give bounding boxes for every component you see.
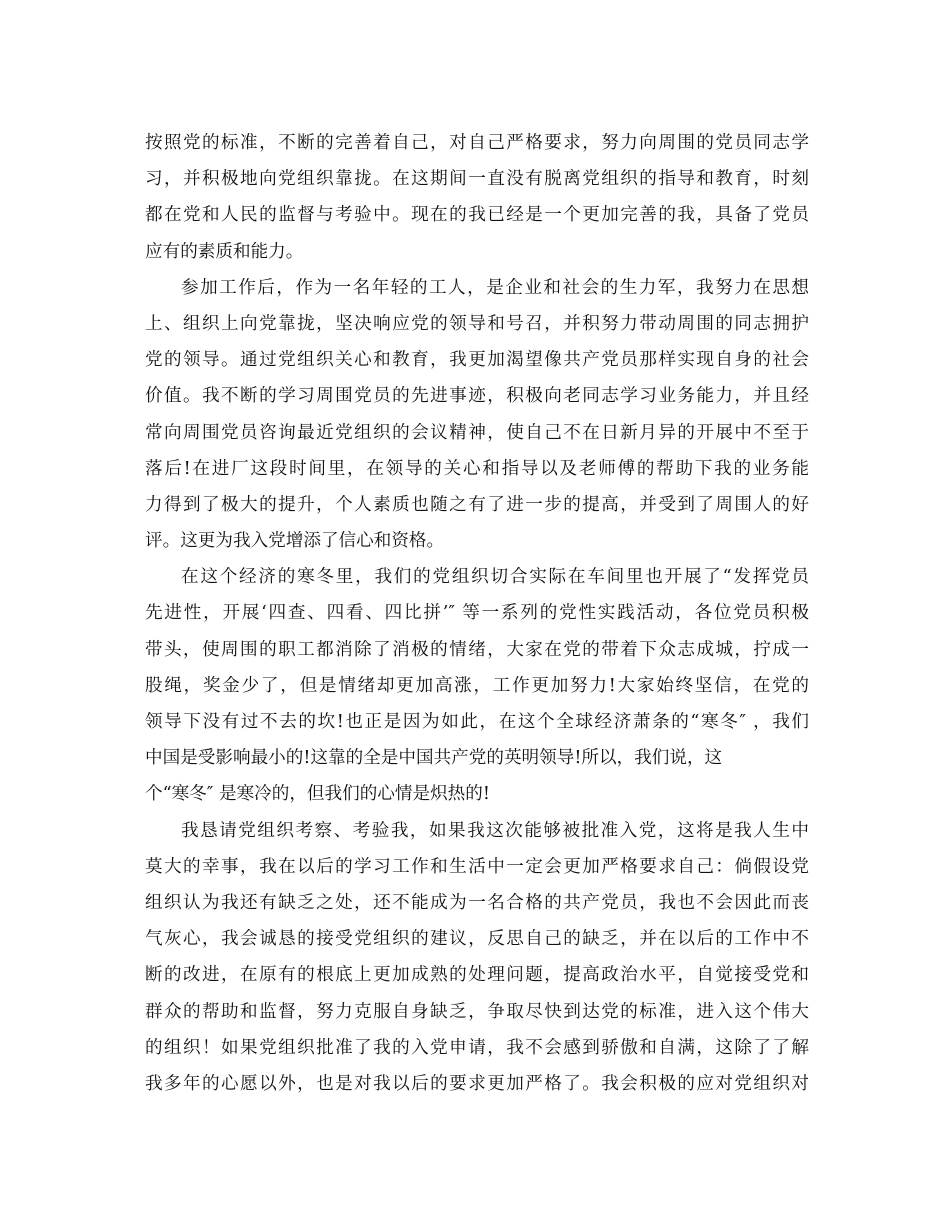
text-line: 领导下没有过不去的坎!也正是因为如此，在这个全球经济萧条的“寒冬″ ，我们 [145,712,809,732]
text-line: 断的改进，在原有的根底上更加成熟的处理问题，提高政治水平，自觉接受党和 [145,965,809,986]
text-line: 莫大的幸事，我在以后的学习工作和生活中一定会更加严格要求自己：倘假设党 [145,856,809,877]
text-line: 带头，使周围的职工都消除了消极的情绪，大家在党的带着下众志成城，拧成一 [145,639,809,660]
text-line: 力得到了极大的提升，个人素质也随之有了进一步的提高，并受到了周围人的好 [145,494,809,515]
text-line: 价值。我不断的学习周围党员的先进事迹，积极向老同志学习业务能力，并且经 [145,386,809,407]
text-line: 群众的帮助和监督，努力克服自身缺乏，争取尽快到达党的标准，进入这个伟大 [145,1001,809,1022]
text-line: 气灰心，我会诚恳的接受党组织的建议，反思自己的缺乏，并在以后的工作中不 [145,929,809,950]
paragraph-first-line: 在这个经济的寒冬里，我们的党组织切合实际在车间里也开展了“发挥党员 [181,567,809,588]
text-line: 习，并积极地向党组织靠拢。在这期间一直没有脱离党组织的指导和教育，时刻 [145,169,809,190]
text-line: 常向周围党员咨询最近党组织的会议精神，使自己不在日新月异的开展中不至于 [145,422,809,443]
paragraph-first-line: 参加工作后，作为一名年轻的工人，是企业和社会的生力军，我努力在思想 [181,277,809,298]
text-line: 上、组织上向党靠拢，坚决响应党的领导和号召，并积努力带动周围的同志拥护 [145,313,809,334]
paragraph-first-line: 我恳请党组织考察、考验我，如果我这次能够被批准入党，这将是我人生中 [181,820,809,841]
text-line: 个“寒冬″ 是寒冷的，但我们的心情是炽热的! [145,784,490,805]
text-line: 的组织！如果党组织批准了我的入党申请，我不会感到骄傲和自满，这除了了解 [145,1037,809,1058]
text-line: 应有的素质和能力。 [145,241,304,262]
text-line: 落后!在进厂这段时间里，在领导的关心和指导以及老师傅的帮助下我的业务能 [145,458,809,479]
text-line: 组织认为我还有缺乏之处，还不能成为一名合格的共产党员，我也不会因此而丧 [145,892,809,913]
text-line: 按照党的标准，不断的完善着自己，对自己严格要求，努力向周围的党员同志学 [145,133,809,153]
text-line: 先进性，开展‘四查、四看、四比拼’″ 等一系列的党性实践活动，各位党员积极 [145,603,809,624]
text-line: 中国是受影响最小的!这靠的全是中国共产党的英明领导!所以，我们说，这 [145,748,723,769]
text-line: 我多年的心愿以外，也是对我以后的要求更加严格了。我会积极的应对党组织对 [145,1073,809,1094]
text-line: 都在党和人民的监督与考验中。现在的我已经是一个更加完善的我，具备了党员 [145,205,809,226]
document-body [145,125,809,1102]
text-line: 评。这更为我入党增添了信心和资格。 [145,531,445,552]
text-line: 股绳，奖金少了，但是情绪却更加高涨，工作更加努力!大家始终坚信，在党的 [145,675,809,696]
text-line: 党的领导。通过党组织关心和教育，我更加渴望像共产党员那样实现自身的社会 [145,350,809,371]
